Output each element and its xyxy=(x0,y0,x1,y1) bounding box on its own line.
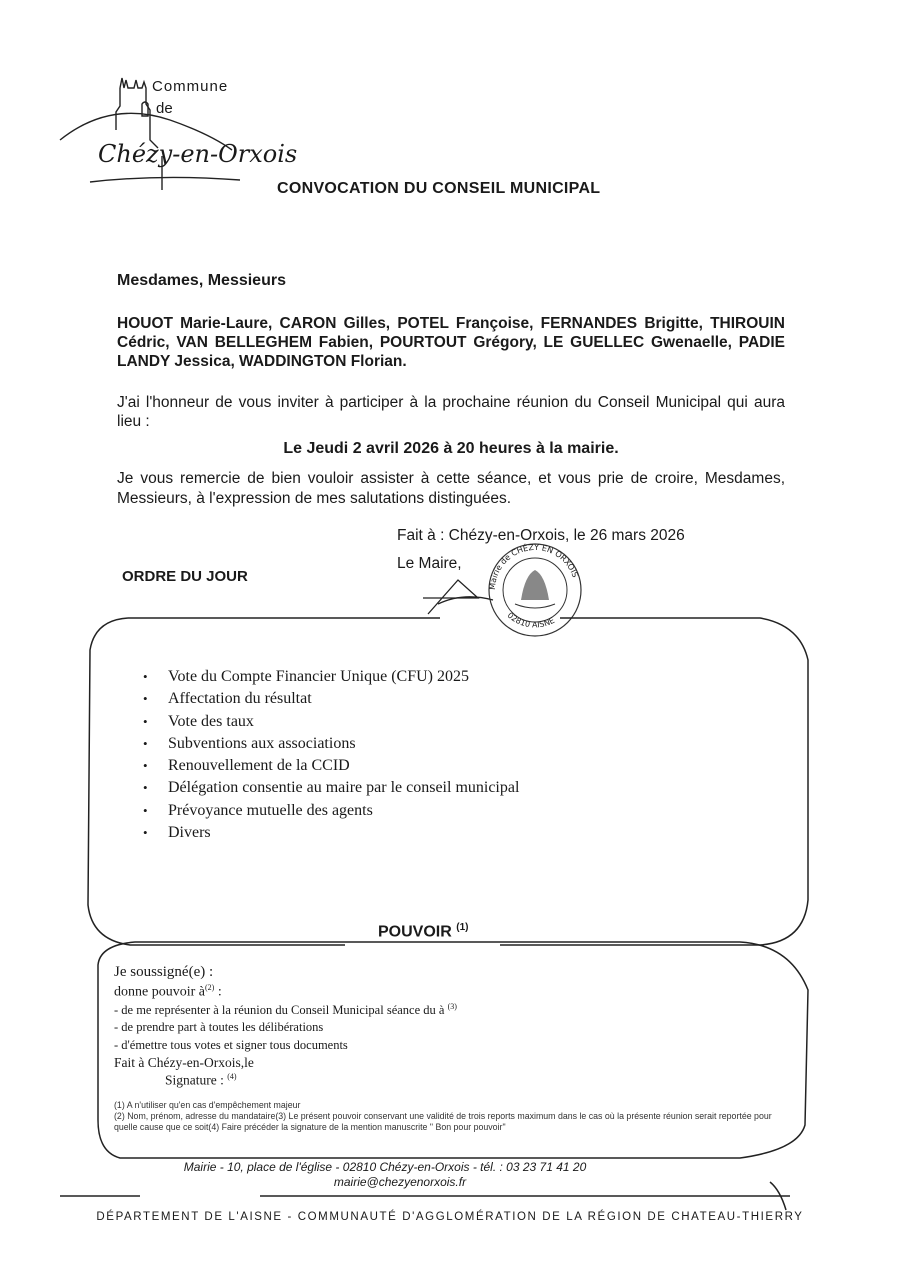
proxy-give-power-note: (2) xyxy=(204,983,215,992)
signatory-label: Le Maire, xyxy=(397,555,462,572)
logo-commune-name: Chézy-en-Orxois xyxy=(98,140,298,168)
place-and-date: Fait à : Chézy-en-Orxois, le 26 mars 2026 xyxy=(397,527,685,544)
proxy-title xyxy=(378,922,468,941)
agenda-list xyxy=(140,666,519,844)
proxy-place: Fait à Chézy-en-Orxois,le xyxy=(114,1055,254,1070)
meeting-date: Le Jeudi 2 avril 2026 à 20 heures à la mairie. xyxy=(283,440,619,457)
proxy-give-power-colon: : xyxy=(214,984,222,1000)
mairie-email: mairie@chezyenorxois.fr xyxy=(333,1175,467,1189)
proxy-give-power-text: donne pouvoir à xyxy=(114,984,205,1000)
proxy-title-text: POUVOIR xyxy=(378,923,452,941)
agenda-item: • Vote des taux xyxy=(140,711,519,733)
councillor-names: HOUOT Marie-Laure, CARON Gilles, POTEL Françoise, FERNANDES Brigitte, THIROUIN Cédric, VAN BELLEGHEM Fabien, POURTOUT Grégory, LE GUELLEC Gwenaelle, PADIE LANDY Jessica, WADDINGTON Florian. xyxy=(117,315,785,370)
agenda-item: • Prévoyance mutuelle des agents xyxy=(140,800,519,822)
proxy-votes: - d'émettre tous votes et signer tous documents xyxy=(114,1038,348,1052)
agenda-item: • Délégation consentie au maire par le conseil municipal xyxy=(140,777,519,799)
mairie-address: Mairie - 10, place de l'église - 02810 Chézy-en-Orxois - tél. : 03 23 71 41 20 xyxy=(183,1160,587,1174)
agenda-item: • Affectation du résultat xyxy=(140,688,519,710)
proxy-represent-note: (3) xyxy=(447,1002,457,1011)
proxy-title-note: (1) xyxy=(456,922,469,933)
proxy-deliberations: - de prendre part à toutes les délibérations xyxy=(114,1020,324,1034)
agenda-item: • Vote du Compte Financier Unique (CFU) 2025 xyxy=(140,666,519,688)
agenda-item: • Subventions aux associations xyxy=(140,733,519,755)
salutation: Mesdames, Messieurs xyxy=(117,272,286,289)
document-title: CONVOCATION DU CONSEIL MUNICIPAL xyxy=(277,180,601,197)
logo-commune-label: Commune xyxy=(152,78,229,95)
stamp-ring-text: Mairie de CHÉZY EN ORXOIS xyxy=(487,542,580,591)
proxy-undersigned: Je soussigné(e) : xyxy=(114,964,214,980)
proxy-signature xyxy=(165,1072,237,1089)
proxy-footnotes xyxy=(114,1100,774,1133)
department-footer: DÉPARTEMENT DE L'AISNE - COMMUNAUTÉ D'AGGLOMÉRATION DE LA RÉGION DE CHATEAU-THIERRY xyxy=(96,1211,804,1223)
agenda-item: • Divers xyxy=(140,822,519,844)
proxy-signature-note: (4) xyxy=(227,1072,237,1081)
proxy-signature-text: Signature : xyxy=(165,1072,224,1088)
stamp-postcode: 02810 AISNE xyxy=(505,610,557,630)
closing-text: Je vous remercie de bien vouloir assister à cette séance, et vous prie de croire, Mesdames, Messieurs, à l'expression de mes salutations distinguées. xyxy=(117,470,785,507)
proxy-represent-text: - de me représenter à la réunion du Conseil Municipal séance du à xyxy=(114,1003,445,1018)
invitation-text: J'ai l'honneur de vous inviter à participer à la prochaine réunion du Conseil Municipal qui aura lieu : xyxy=(117,394,785,430)
footnote-1: (1) A n'utiliser qu'en cas d'empêchement majeur xyxy=(114,1100,301,1110)
proxy-represent xyxy=(114,1002,457,1018)
footnote-2: (2) Nom, prénom, adresse du mandataire(3) Le présent pouvoir conservant une validité de trois reports maximum dans le cas où la présente réunion serait reportée pour quelle cause que ce soit(4) Faire précéder la signature de la mention manuscrite " Bon pour pouvoir" xyxy=(114,1111,772,1132)
proxy-give-power xyxy=(114,983,222,1001)
agenda-title: ORDRE DU JOUR xyxy=(122,568,248,585)
logo-de-label: de xyxy=(156,100,173,117)
agenda-item: • Renouvellement de la CCID xyxy=(140,755,519,777)
